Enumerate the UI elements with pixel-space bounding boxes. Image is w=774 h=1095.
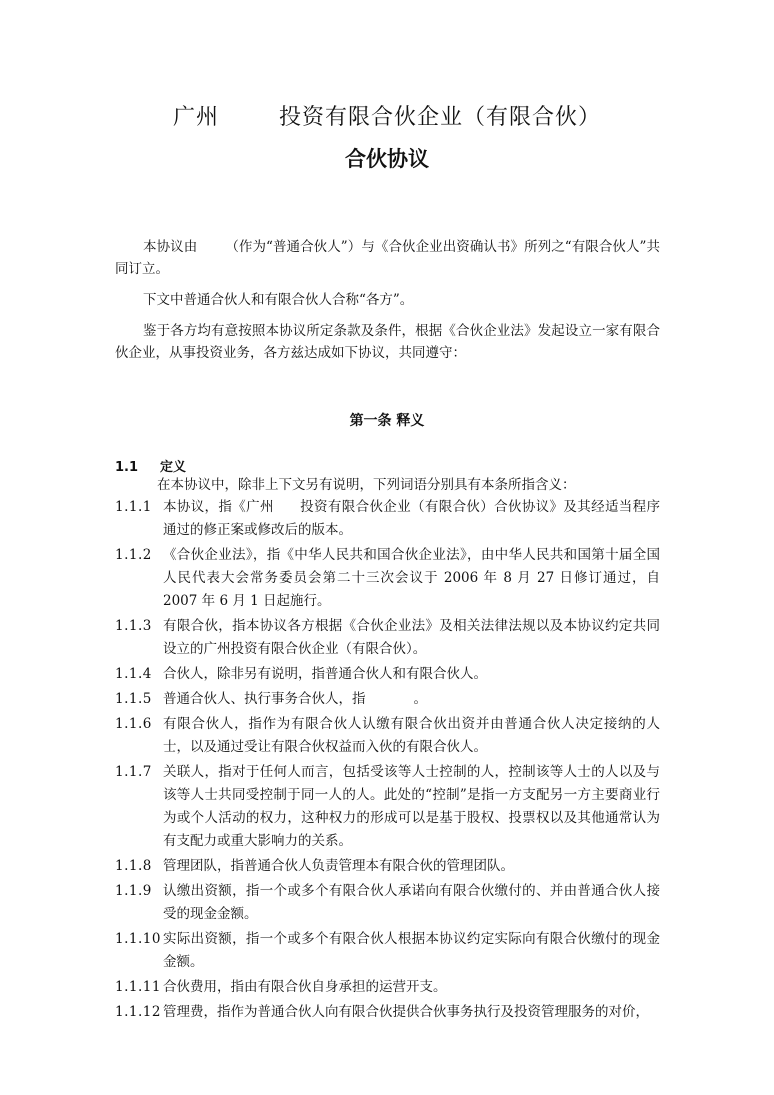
item-number: 1.1.5 <box>115 691 152 707</box>
document-title <box>0 100 774 131</box>
item-text: 合伙费用，指由有限合伙自身承担的运营开支。 <box>163 979 447 995</box>
item-text: 认缴出资额，指一个或多个有限合伙人承诺向有限合伙缴付的、并由普通合伙人接受的现金金额。 <box>163 883 660 922</box>
item-text-b: 投资有限合伙企业（有限合伙）合伙协议》及其经适当程序通过的修正案或修改后的版本。 <box>163 499 661 538</box>
item-text <box>163 496 660 542</box>
document-subtitle: 合伙协议 <box>345 147 429 171</box>
item-text-b: 。 <box>413 691 427 707</box>
item-number: 1.1.10 <box>115 931 161 947</box>
preamble-p1-a: 本协议由 <box>143 239 198 255</box>
item-number: 1.1.9 <box>115 883 152 899</box>
section-heading <box>115 456 186 475</box>
item-text-a: 普通合伙人、执行事务合伙人，指 <box>163 691 366 707</box>
item-text-a: 本协议，指《广州 <box>163 499 274 515</box>
item-number: 1.1.3 <box>115 618 152 634</box>
title-part2: 投资有限合伙企业（有限合伙） <box>279 105 602 130</box>
definition-item <box>115 713 660 759</box>
definition-item <box>115 688 660 711</box>
definition-item <box>115 976 660 999</box>
definition-item <box>115 855 660 878</box>
preamble-p1-b: （作为“普通合伙人”）与《合伙企业出资确认书》所列之“有限合伙人”共同订立。 <box>115 239 661 277</box>
item-text <box>163 688 660 711</box>
item-number: 1.1.8 <box>115 858 152 874</box>
item-text: 实际出资额，指一个或多个有限合伙人根据本协议约定实际向有限合伙缴付的现金金额。 <box>163 931 660 970</box>
preamble-paragraph-3: 鉴于各方均有意按照本协议所定条款及条件，根据《合伙企业法》发起设立一家有限合伙企业，从事投资业务，各方兹达成如下协议，共同遵守： <box>115 323 660 361</box>
item-number: 1.1.1 <box>115 499 152 515</box>
definition-item <box>115 1001 660 1024</box>
preamble-paragraph-1 <box>115 236 660 280</box>
item-text: 有限合伙人，指作为有限合伙人认缴有限合伙出资并由普通合伙人决定接纳的人士，以及通过受让有限合伙权益而入伙的有限合伙人。 <box>163 716 660 755</box>
definition-item <box>115 928 660 974</box>
item-text: 合伙人，除非另有说明，指普通合伙人和有限合伙人。 <box>163 666 487 682</box>
definition-item <box>115 544 660 613</box>
item-number: 1.1.4 <box>115 666 152 682</box>
definition-item <box>115 761 660 853</box>
preamble-paragraph-2: 下文中普通合伙人和有限合伙人合称“各方”。 <box>143 292 414 308</box>
definition-item <box>115 663 660 686</box>
item-text: 有限合伙，指本协议各方根据《合伙企业法》及相关法律法规以及本协议约定共同设立的广州投资有限合伙企业（有限合伙）。 <box>163 618 660 657</box>
section-title: 定义 <box>160 460 187 475</box>
item-text: 管理团队，指普通合伙人负责管理本有限合伙的管理团队。 <box>163 858 514 874</box>
definition-item <box>115 615 660 661</box>
item-number: 1.1.12 <box>115 1004 161 1020</box>
item-text: 《合伙企业法》，指《中华人民共和国合伙企业法》，由中华人民共和国第十届全国人民代表大会常务委员会第二十三次会议于 2006 年 8 月 27 日修订通过，自 2007 年 6 月 1 日起施行。 <box>163 547 660 609</box>
item-text: 管理费，指作为普通合伙人向有限合伙提供合伙事务执行及投资管理服务的对价， <box>163 1004 649 1020</box>
item-text: 关联人，指对于任何人而言，包括受该等人士控制的人，控制该等人士的人以及与该等人士共同受控制于同一人的人。此处的“控制”是指一方支配另一方主要商业行为或个人活动的权力，这种权力的形成可以是基于股权、投票权以及其他通常认为有支配力或重大影响力的关系。 <box>163 764 660 849</box>
item-number: 1.1.11 <box>115 979 161 995</box>
definition-list <box>115 496 660 1026</box>
item-number: 1.1.6 <box>115 716 152 732</box>
item-number: 1.1.7 <box>115 764 152 780</box>
section-intro: 在本协议中，除非上下文另有说明，下列词语分别具有本条所指含义： <box>157 477 576 493</box>
definition-item <box>115 496 660 542</box>
article-heading: 第一条 释义 <box>349 413 425 429</box>
definition-item <box>115 880 660 926</box>
item-number: 1.1.2 <box>115 547 152 563</box>
title-part1: 广州 <box>172 105 219 130</box>
section-number: 1.1 <box>115 460 139 475</box>
